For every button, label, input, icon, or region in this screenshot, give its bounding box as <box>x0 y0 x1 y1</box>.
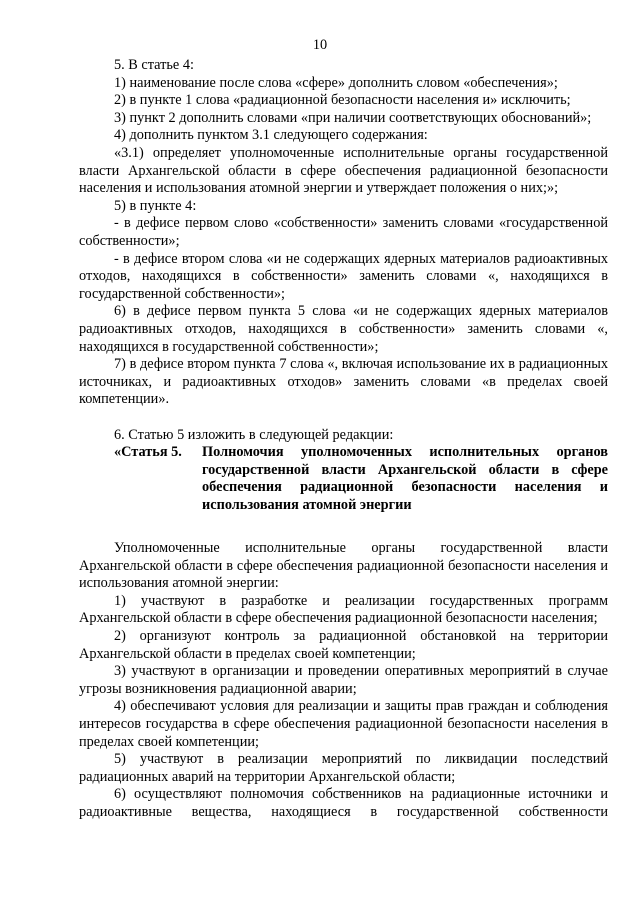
section-intro: 6. Статью 5 изложить в следующей редакции: <box>114 426 394 443</box>
spacer <box>79 514 608 540</box>
paragraph: 7) в дефисе втором пункта 7 слова «, включая использование их в радиационных источниках, и радиоактивных отходов» заменить словами «в пределах своей компетенции». <box>79 356 608 408</box>
paragraph: 6) в дефисе первом пункта 5 слова «и не содержащих ядерных материалов радиоактивных отходов, находящихся в собственности» заменить словами «, находящихся в государственной собственности»; <box>79 303 608 355</box>
paragraph: 1) участвуют в разработке и реализации государственных программ Архангельской области в сфере обеспечения радиационной безопасности населения; <box>79 592 608 627</box>
paragraph: Уполномоченные исполнительные органы государственной власти Архангельской области в сфере обеспечения радиационной безопасности населения и использования атомной энергии: <box>79 540 608 592</box>
article-heading <box>79 444 608 514</box>
paragraph: 5) участвуют в реализации мероприятий по ликвидации последствий радиационных аварий на территории Архангельской области; <box>79 751 608 785</box>
paragraph: 3) пункт 2 дополнить словами «при наличии соответствующих обоснований»; <box>114 109 592 126</box>
paragraph: 4) дополнить пунктом 3.1 следующего содержания: <box>114 127 428 144</box>
paragraph: 6) осуществляют полномочия собственников на радиационные источники и радиоактивные вещества, находящиеся в государственной собственности <box>79 786 608 820</box>
paragraph: 1) наименование после слова «сфере» дополнить словом «обеспечения»; <box>114 74 558 91</box>
spacer <box>79 409 608 427</box>
paragraph: - в дефисе втором слова «и не содержащих ядерных материалов радиоактивных отходов, находящихся в собственности» заменить словами «, находящихся в государственной собственности»; <box>79 250 608 302</box>
paragraph: 3) участвуют в организации и проведении оперативных мероприятий в случае угрозы возникновения радиационной аварии; <box>79 663 608 697</box>
article-title: Полномочия уполномоченных исполнительных органов государственной власти Архангельской области в сфере обеспечения радиационной безопасности населения и использования атомной энергии <box>202 444 608 513</box>
document-body <box>79 57 608 822</box>
paragraph: 2) организуют контроль за радиационной обстановкой на территории Архангельской области в пределах своей компетенции; <box>79 628 608 662</box>
article-label: «Статья 5. <box>114 444 182 461</box>
paragraph: 5. В статье 4: <box>114 57 194 73</box>
paragraph: - в дефисе первом слово «собственности» заменить словами «государственной собственности»; <box>79 215 608 249</box>
paragraph: 5) в пункте 4: <box>114 197 197 214</box>
paragraph: 2) в пункте 1 слова «радиационной безопасности населения и» исключить; <box>114 92 571 109</box>
page-number: 10 <box>312 37 328 53</box>
paragraph: «3.1) определяет уполномоченные исполнительные органы государственной власти Архангельской области в сфере обеспечения радиационной безопасности населения и использования атомной энергии и утверждает положения о них;»; <box>79 144 608 197</box>
paragraph: 4) обеспечивают условия для реализации и защиты прав граждан и соблюдения интересов государства в сфере обеспечения радиационной безопасности населения в пределах своей компетенции; <box>79 698 608 750</box>
